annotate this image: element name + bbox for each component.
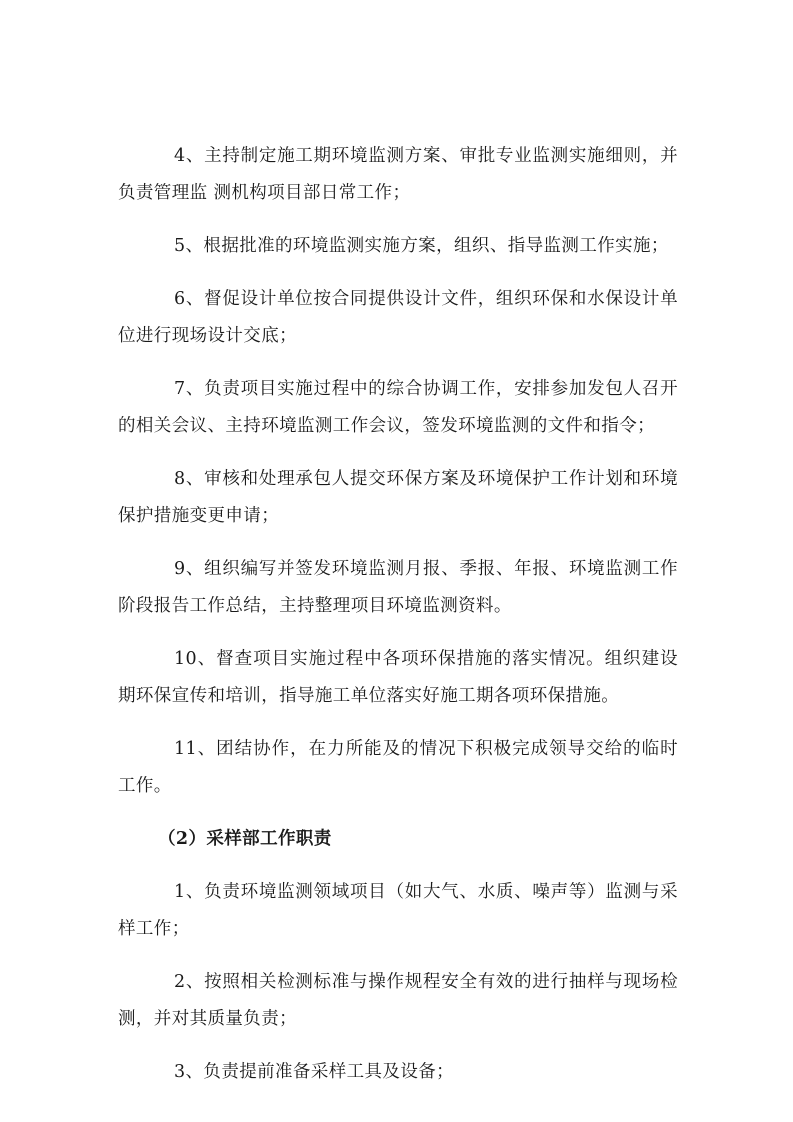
paragraph-duty-8: 8、审核和处理承包人提交环保方案及环境保护工作计划和环境保护措施变更申请；	[118, 469, 678, 526]
paragraph-duty-5: 5、根据批准的环境监测实施方案，组织、指导监测工作实施；	[174, 236, 669, 256]
paragraph-duty-10: 10、督查项目实施过程中各项环保措施的落实情况。组织建设期环保宣传和培训，指导施工单位落实好施工期各项环保措施。	[118, 649, 678, 706]
paragraph-sampling-duty-2: 2、按照相关检测标准与操作规程安全有效的进行抽样与现场检测，并对其质量负责；	[118, 972, 678, 1029]
paragraph-duty-11: 11、团结协作，在力所能及的情况下积极完成领导交给的临时工作。	[118, 739, 678, 796]
paragraph-duty-6: 6、督促设计单位按合同提供设计文件，组织环保和水保设计单位进行现场设计交底；	[118, 289, 678, 346]
section-heading-sampling-dept: （2）采样部工作职责	[158, 829, 332, 849]
paragraph-duty-7: 7、负责项目实施过程中的综合协调工作，安排参加发包人召开的相关会议、主持环境监测工作会议，签发环境监测的文件和指令；	[118, 379, 678, 436]
paragraph-sampling-duty-1: 1、负责环境监测领域项目（如大气、水质、噪声等）监测与采样工作；	[118, 882, 678, 939]
paragraph-duty-4: 4、主持制定施工期环境监测方案、审批专业监测实施细则，并负责管理监 测机构项目部日常工作；	[118, 146, 678, 203]
paragraph-sampling-duty-3: 3、负责提前准备采样工具及设备；	[174, 1062, 455, 1082]
paragraph-duty-9: 9、组织编写并签发环境监测月报、季报、年报、环境监测工作阶段报告工作总结，主持整理项目环境监测资料。	[118, 559, 678, 616]
document-page	[118, 138, 678, 1107]
